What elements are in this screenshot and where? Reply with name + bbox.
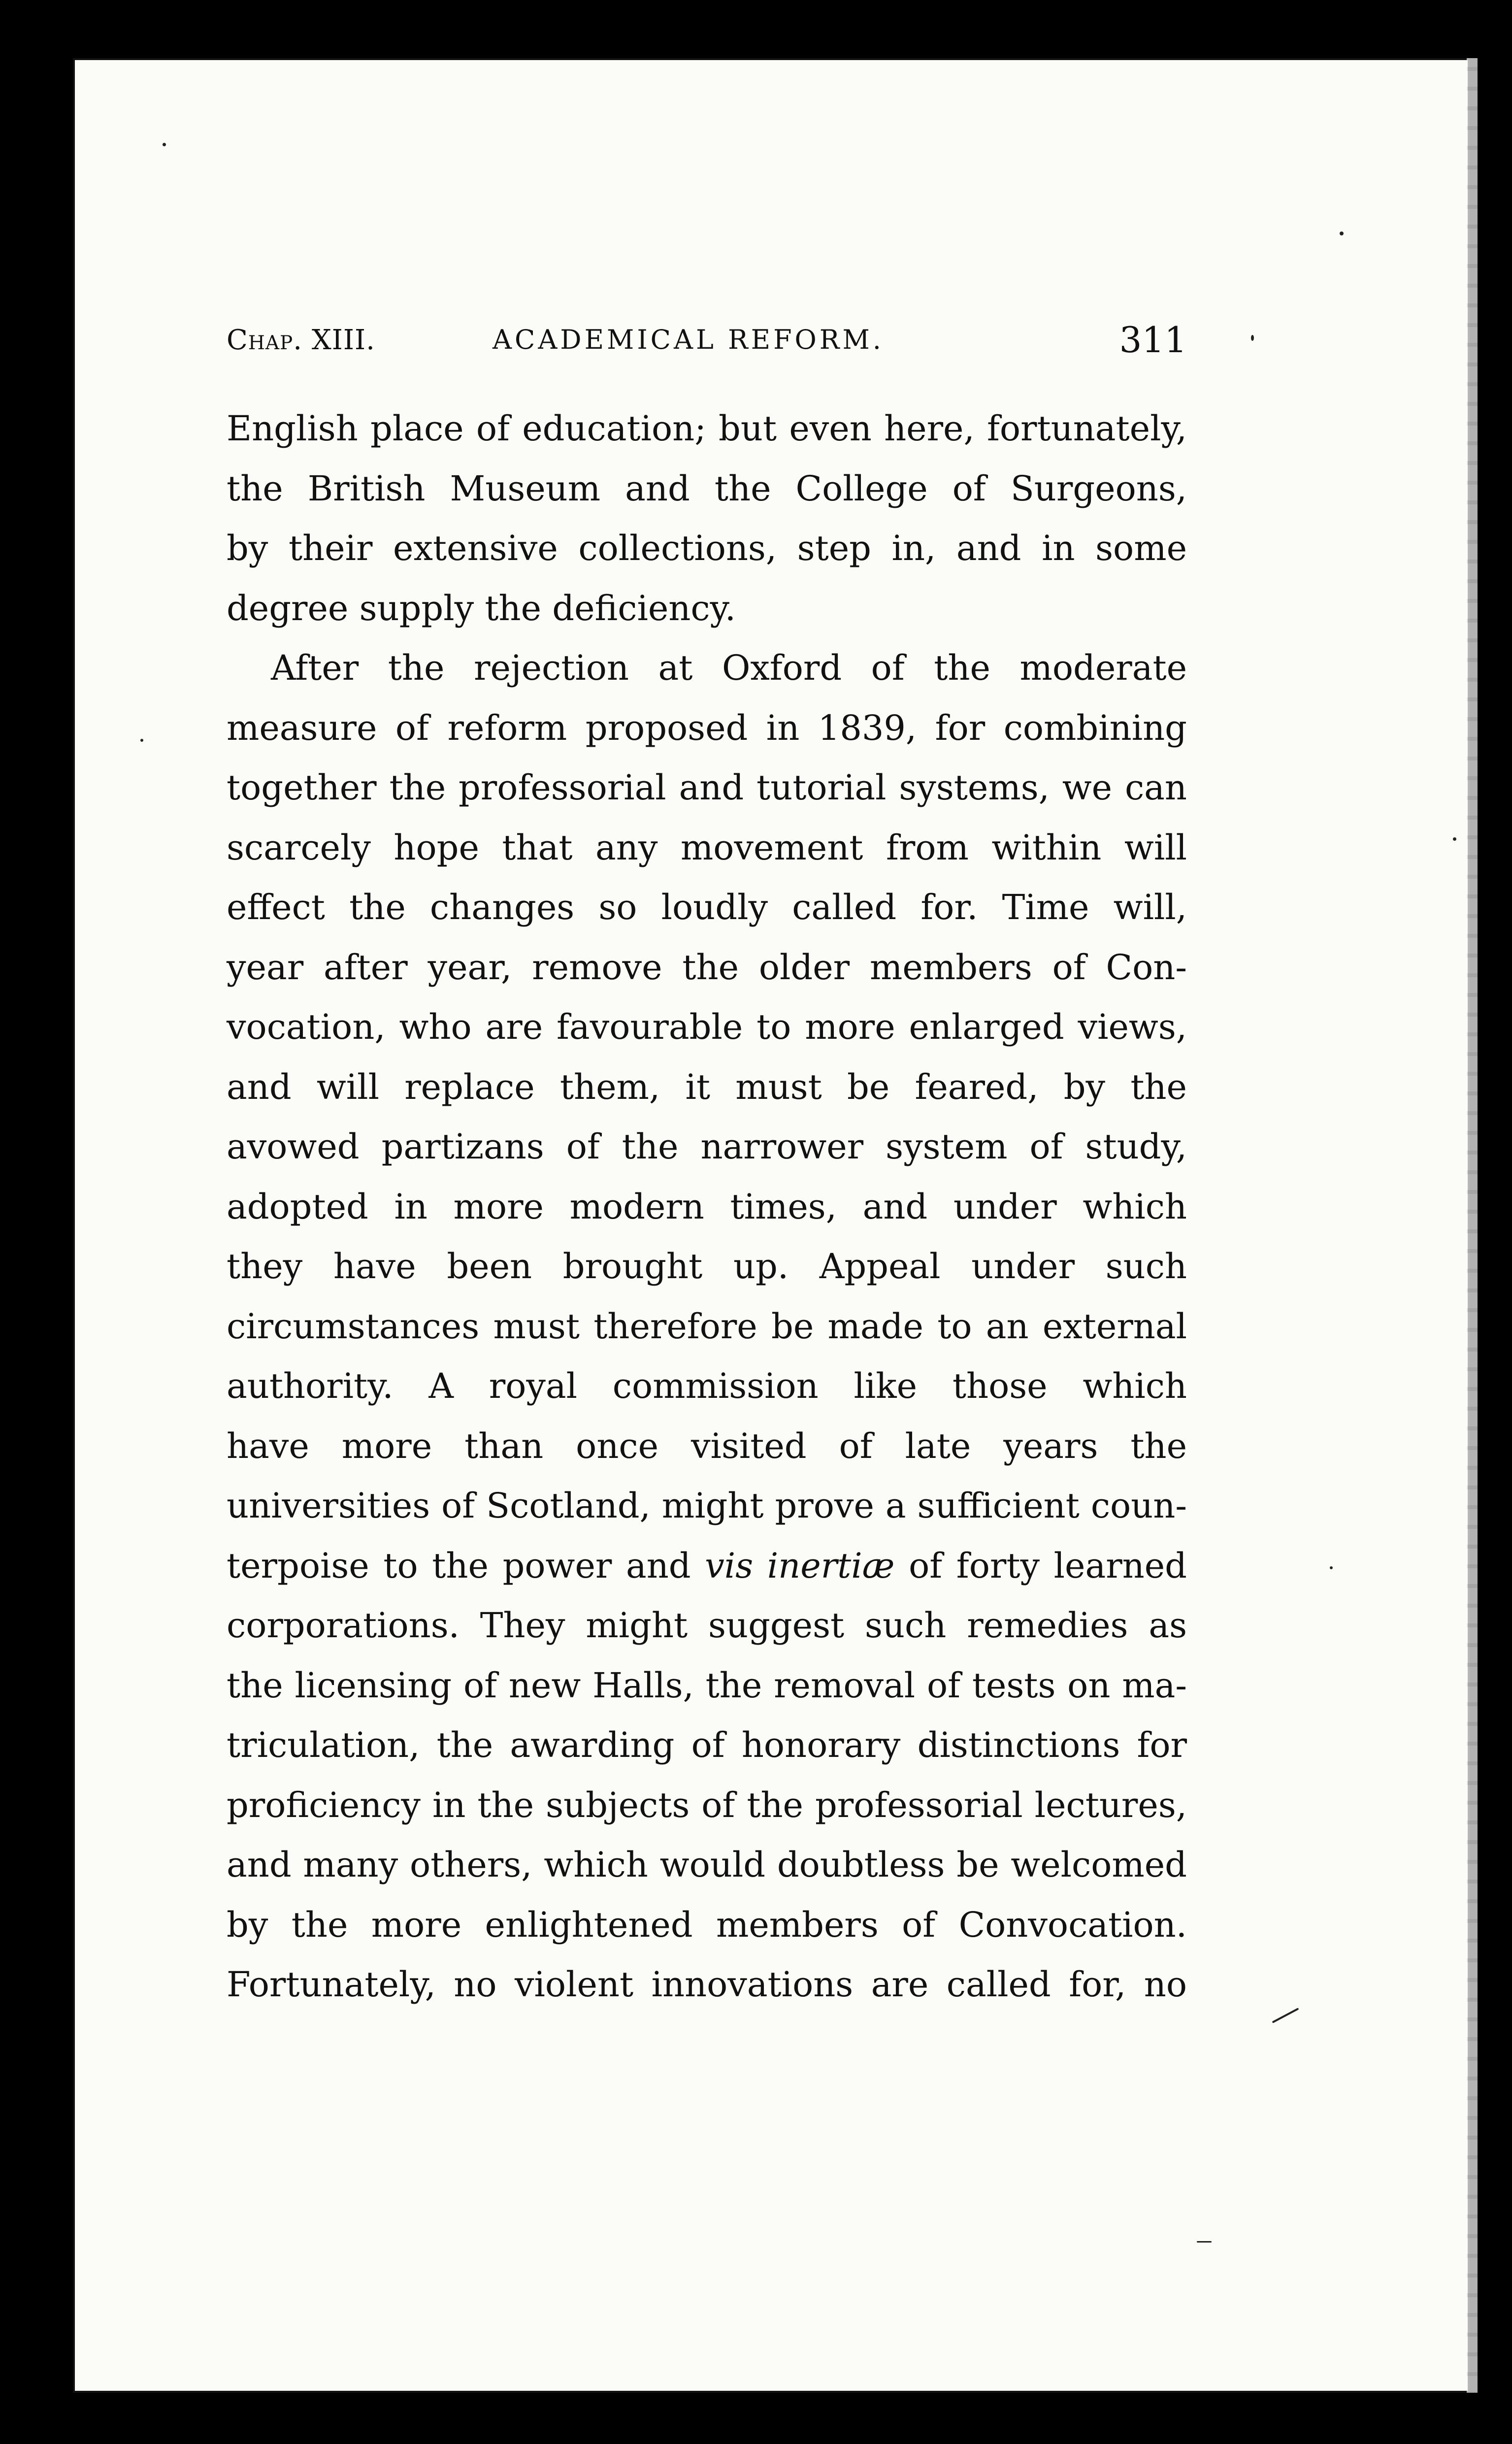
- text-line: they have been brought up. Appeal under such: [227, 1246, 1187, 1287]
- italic-phrase: vis inertiæ: [705, 1545, 895, 1586]
- text-line: triculation, the awarding of honorary distinctions for: [227, 1725, 1187, 1765]
- text-line: scarcely hope that any movement from within will: [227, 827, 1187, 868]
- scan-speck: [1330, 1566, 1333, 1569]
- text-line: measure of reform proposed in 1839, for combining: [227, 707, 1187, 748]
- text-line: universities of Scotland, might prove a sufficient coun-: [227, 1486, 1187, 1526]
- text-line: After the rejection at Oxford of the moderate: [271, 648, 1187, 688]
- text-line: proficiency in the subjects of the professorial lectures,: [227, 1784, 1187, 1825]
- text-line: and will replace them, it must be feared, by the: [227, 1066, 1187, 1107]
- body-text: [227, 399, 1187, 2015]
- text-line: adopted in more modern times, and under which: [227, 1186, 1187, 1227]
- text-line: by the more enlightened members of Convocation.: [227, 1904, 1187, 1945]
- text-line: authority. A royal commission like those which: [227, 1366, 1187, 1406]
- text-line: together the professorial and tutorial systems, we can: [227, 767, 1187, 808]
- text-segment: terpoise to the power and: [227, 1545, 691, 1586]
- scan-speck: [140, 739, 143, 742]
- chapter-label: Chap. XIII.: [227, 324, 375, 356]
- text-line: English place of education; but even here, fortunately,: [227, 408, 1187, 449]
- text-line: avowed partizans of the narrower system of study,: [227, 1126, 1187, 1167]
- text-line: circumstances must therefore be made to an external: [227, 1306, 1187, 1347]
- running-title: ACADEMICAL REFORM.: [493, 324, 884, 355]
- scan-speck: [1453, 837, 1456, 841]
- text-line: corporations. They might suggest such remedies as: [227, 1605, 1187, 1646]
- text-line: the British Museum and the College of Surgeons,: [227, 468, 1187, 509]
- text-line-with-italic: [227, 1536, 1187, 1596]
- scan-speck: [1340, 231, 1344, 235]
- text-line: year after year, remove the older members of Con-: [227, 947, 1187, 988]
- scan-speck: [1251, 335, 1254, 341]
- page-number: 311: [1119, 319, 1187, 361]
- running-header: [227, 315, 1187, 364]
- text-line: effect the changes so loudly called for. Time will,: [227, 887, 1187, 927]
- scan-speck: [1197, 2241, 1212, 2243]
- scan-speck: [163, 143, 166, 146]
- text-line: vocation, who are favourable to more enlarged views,: [227, 1007, 1187, 1047]
- page-edge: [1467, 58, 1478, 2393]
- text-line: have more than once visited of late years the: [227, 1425, 1187, 1466]
- text-line: and many others, which would doubtless be welcomed: [227, 1845, 1187, 1885]
- text-segment: of forty learned: [909, 1545, 1187, 1586]
- text-line: the licensing of new Halls, the removal of tests on ma-: [227, 1665, 1187, 1706]
- text-line: by their extensive collections, step in, and in some: [227, 528, 1187, 568]
- text-line: Fortunately, no violent innovations are called for, no: [227, 1964, 1187, 2005]
- text-line: degree supply the deficiency.: [227, 588, 736, 628]
